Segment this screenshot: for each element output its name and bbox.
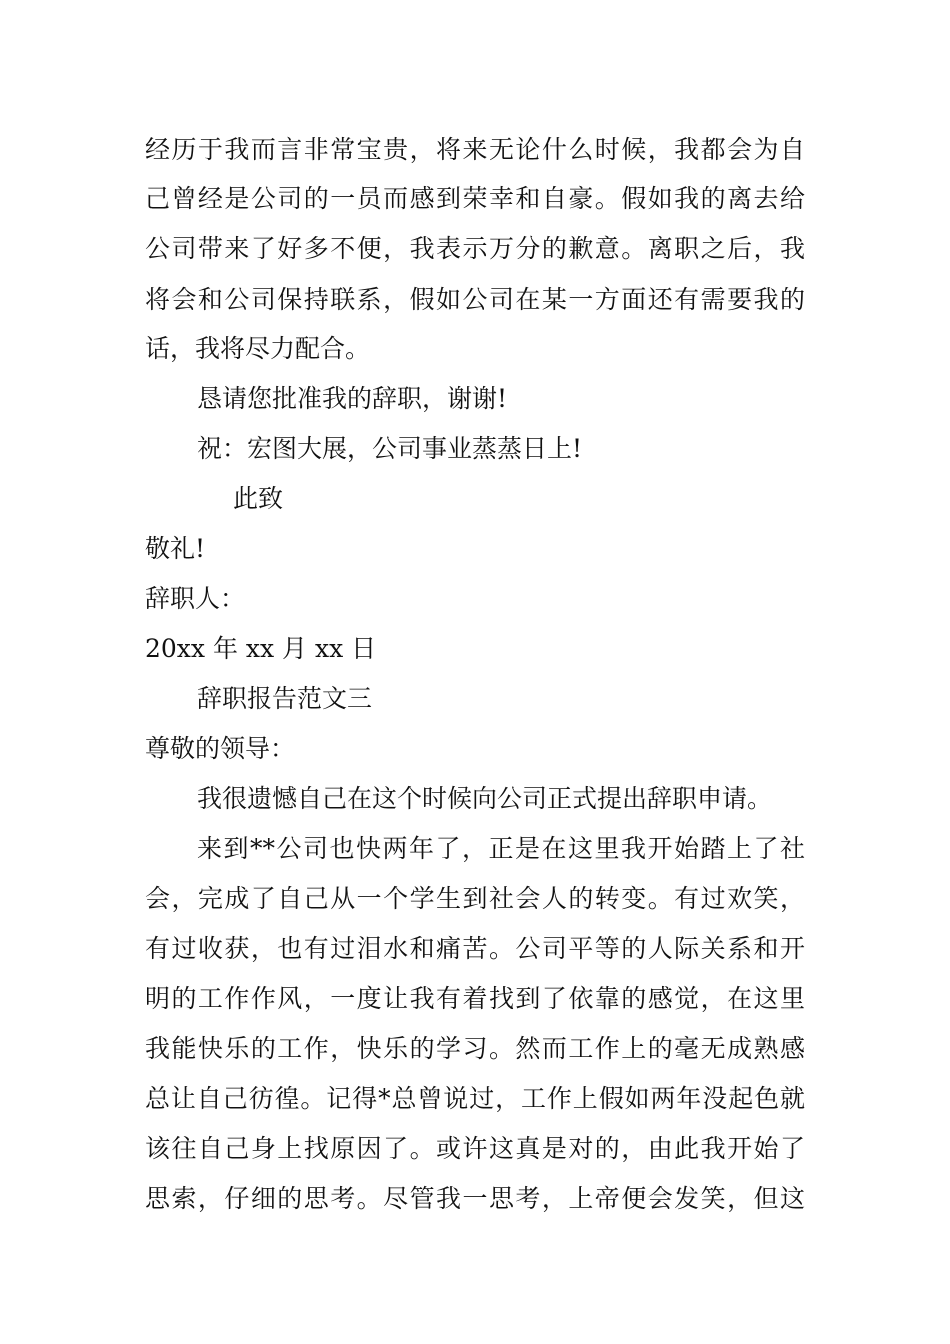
- date-line: 20xx 年 xx 月 xx 日: [145, 634, 377, 663]
- body-line-1: 经历于我而言非常宝贵，将来无论什么时候，我都会为自: [145, 135, 805, 164]
- body2-line-4: 明的工作作风，一度让我有着找到了依靠的感觉，在这里: [145, 984, 805, 1013]
- body2-line-2: 会，完成了自己从一个学生到社会人的转变。有过欢笑，: [145, 884, 805, 913]
- body2-line-7: 该往自己身上找原因了。或许这真是对的，由此我开始了: [145, 1134, 805, 1163]
- body2-line-8: 思索，仔细的思考。尽管我一思考，上帝便会发笑，但这: [145, 1184, 805, 1213]
- body-line-5: 话，我将尽力配合。: [145, 334, 371, 363]
- body-line-3: 公司带来了好多不便，我表示万分的歉意。离职之后，我: [145, 234, 805, 263]
- body2-line-5: 我能快乐的工作，快乐的学习。然而工作上的毫无成熟感: [145, 1034, 805, 1063]
- body2-line-3: 有过收获，也有过泪水和痛苦。公司平等的人际关系和开: [145, 934, 805, 963]
- wish-line: 祝：宏图大展，公司事业蒸蒸日上!: [197, 434, 583, 463]
- intro-line: 我很遗憾自己在这个时候向公司正式提出辞职申请。: [197, 784, 773, 813]
- salute-line: 敬礼!: [145, 534, 206, 563]
- signatory-line: 辞职人：: [145, 584, 246, 613]
- body-line-4: 将会和公司保持联系，假如公司在某一方面还有需要我的: [145, 285, 805, 314]
- section-title: 辞职报告范文三: [197, 684, 373, 713]
- body2-line-6: 总让自己彷徨。记得*总曾说过，工作上假如两年没起色就: [145, 1084, 805, 1113]
- body-line-2: 己曾经是公司的一员而感到荣幸和自豪。假如我的离去给: [145, 184, 805, 213]
- request-line: 恳请您批准我的辞职，谢谢!: [197, 384, 508, 413]
- body2-line-1: 来到**公司也快两年了，正是在这里我开始踏上了社: [197, 834, 805, 863]
- salutation: 尊敬的领导：: [145, 734, 296, 763]
- closing-line: 此致: [233, 484, 284, 513]
